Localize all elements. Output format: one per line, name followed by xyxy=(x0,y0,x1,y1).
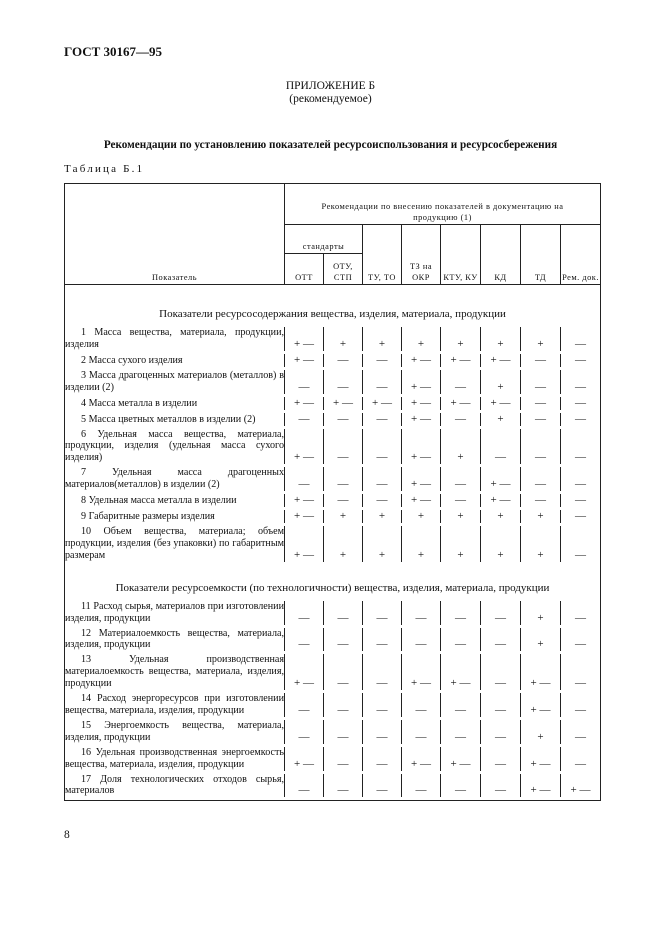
cell-value: — xyxy=(441,413,481,426)
table-row xyxy=(65,693,601,717)
cell-value: — xyxy=(481,774,521,798)
row-indicator-text: 16 Удельная производственная энергоемкость вещества, материала, изделия, продукции xyxy=(65,746,284,770)
cell-value: + — xyxy=(363,397,402,410)
cell-value: — xyxy=(363,494,402,507)
cell-value: — xyxy=(561,429,601,465)
header-standards: стандарты xyxy=(285,225,363,254)
page-heading: Рекомендации по установлению показателей ресурсоиспользования и ресурсосбережения xyxy=(103,139,558,151)
cell-value: — xyxy=(402,601,441,625)
cell-value: — xyxy=(363,747,402,771)
row-indicator xyxy=(65,467,285,491)
cell-value: — xyxy=(521,494,561,507)
cell-value: — xyxy=(561,413,601,426)
table-row xyxy=(65,510,601,523)
cell-value: + xyxy=(481,370,521,394)
cell-value: — xyxy=(521,467,561,491)
cell-value: — xyxy=(481,601,521,625)
cell-value: — xyxy=(363,654,402,690)
section-title: Показатели ресурсосодержания вещества, изделия, материала, продукции xyxy=(65,297,601,321)
table-row xyxy=(65,370,601,394)
cell-value: — xyxy=(363,628,402,652)
standard-code: ГОСТ 30167—95 xyxy=(64,44,163,59)
cell-value: — xyxy=(324,654,363,690)
table-row xyxy=(65,354,601,367)
cell-value: + — xyxy=(481,494,521,507)
table-row xyxy=(65,747,601,771)
cell-value: — xyxy=(363,370,402,394)
cell-value: — xyxy=(561,747,601,771)
cell-value: + — xyxy=(402,370,441,394)
cell-value: — xyxy=(521,370,561,394)
cell-value: — xyxy=(561,354,601,367)
cell-value: + — xyxy=(441,397,481,410)
cell-value: — xyxy=(324,747,363,771)
cell-value: + xyxy=(441,526,481,562)
cell-value: — xyxy=(561,397,601,410)
row-indicator-text: 9 Габаритные размеры изделия xyxy=(81,511,215,523)
cell-value: + — xyxy=(285,494,324,507)
cell-value: + — xyxy=(402,397,441,410)
row-indicator xyxy=(65,494,285,507)
cell-value: + — xyxy=(561,774,601,798)
cell-value: — xyxy=(324,693,363,717)
cell-value: — xyxy=(521,429,561,465)
header-indicator: Показатель xyxy=(65,184,285,285)
cell-value: + — xyxy=(285,747,324,771)
cell-value: + xyxy=(521,628,561,652)
cell-value: + xyxy=(402,510,441,523)
cell-value: + xyxy=(441,429,481,465)
cell-value: + — xyxy=(285,327,324,351)
cell-value: — xyxy=(324,774,363,798)
cell-value: — xyxy=(521,413,561,426)
row-indicator-text: 17 Доля технологических отходов сырья, материалов xyxy=(65,773,284,797)
cell-value: + — xyxy=(402,467,441,491)
cell-value: — xyxy=(441,628,481,652)
cell-value: — xyxy=(441,494,481,507)
table-row xyxy=(65,397,601,410)
cell-value: + — xyxy=(441,354,481,367)
header-col-8: Рем. док. xyxy=(561,225,601,285)
cell-value: — xyxy=(521,354,561,367)
cell-value: + — xyxy=(402,413,441,426)
cell-value: — xyxy=(363,354,402,367)
cell-value: — xyxy=(324,601,363,625)
row-indicator xyxy=(65,747,285,771)
cell-value: — xyxy=(363,720,402,744)
cell-value: + xyxy=(324,510,363,523)
page-number: 8 xyxy=(64,829,70,841)
cell-value: + xyxy=(324,526,363,562)
cell-value: — xyxy=(441,467,481,491)
cell-value: + xyxy=(521,327,561,351)
cell-value: + xyxy=(402,526,441,562)
cell-value: + — xyxy=(521,654,561,690)
cell-value: — xyxy=(561,494,601,507)
cell-value: — xyxy=(285,467,324,491)
cell-value: — xyxy=(402,628,441,652)
cell-value: + xyxy=(363,526,402,562)
cell-value: + — xyxy=(285,429,324,465)
cell-value: — xyxy=(324,429,363,465)
cell-value: + — xyxy=(481,354,521,367)
cell-value: — xyxy=(285,693,324,717)
cell-value: + xyxy=(521,720,561,744)
header-col-7: ТД xyxy=(521,225,561,285)
cell-value: + xyxy=(324,327,363,351)
row-indicator xyxy=(65,654,285,690)
table-row xyxy=(65,654,601,690)
row-indicator-text: 13 Удельная производственная материалоемкость вещества, материала, изделия, продукции xyxy=(65,654,284,690)
row-indicator-text: 3 Масса драгоценных материалов (металлов) в изделии (2) xyxy=(65,369,284,393)
table-row xyxy=(65,494,601,507)
cell-value: — xyxy=(285,370,324,394)
row-indicator-text: 15 Энергоемкость вещества, материала, изделия, продукции xyxy=(65,719,284,743)
table-row xyxy=(65,429,601,465)
cell-value: — xyxy=(402,720,441,744)
cell-value: — xyxy=(441,720,481,744)
cell-value: — xyxy=(561,654,601,690)
cell-value: + xyxy=(481,510,521,523)
row-indicator xyxy=(65,601,285,625)
cell-value: — xyxy=(285,413,324,426)
cell-value: + xyxy=(481,413,521,426)
cell-value: + xyxy=(441,327,481,351)
appendix-subtitle: (рекомендуемое) xyxy=(289,93,372,105)
cell-value: — xyxy=(324,720,363,744)
table-caption: Таблица Б.1 xyxy=(64,163,145,175)
row-indicator xyxy=(65,774,285,798)
row-indicator xyxy=(65,397,285,410)
cell-value: — xyxy=(481,429,521,465)
header-col-2: ОТУ, СТП xyxy=(324,254,363,285)
cell-value: + — xyxy=(521,693,561,717)
table-row xyxy=(65,526,601,562)
cell-value: — xyxy=(363,467,402,491)
table-row xyxy=(65,774,601,798)
table-row xyxy=(65,720,601,744)
header-col-5: КТУ, КУ xyxy=(441,225,481,285)
cell-value: — xyxy=(561,628,601,652)
cell-value: + — xyxy=(441,654,481,690)
table-body xyxy=(65,285,601,801)
section-title-row xyxy=(65,297,601,321)
header-col-4: ТЗ на ОКР xyxy=(402,225,441,285)
cell-value: — xyxy=(324,354,363,367)
cell-value: + xyxy=(481,526,521,562)
row-indicator-text: 11 Расход сырья, материалов при изготовлении изделия, продукции xyxy=(65,600,284,624)
row-indicator xyxy=(65,720,285,744)
cell-value: + — xyxy=(402,429,441,465)
cell-value: + xyxy=(363,510,402,523)
cell-value: — xyxy=(324,494,363,507)
cell-value: — xyxy=(481,654,521,690)
cell-value: + — xyxy=(285,397,324,410)
row-indicator xyxy=(65,429,285,465)
cell-value: + — xyxy=(441,747,481,771)
cell-value: — xyxy=(402,693,441,717)
cell-value: — xyxy=(324,628,363,652)
cell-value: — xyxy=(441,370,481,394)
cell-value: + — xyxy=(481,467,521,491)
cell-value: + — xyxy=(402,747,441,771)
row-indicator-text: 8 Удельная масса металла в изделии xyxy=(81,495,237,507)
row-indicator xyxy=(65,354,285,367)
row-indicator-text: 5 Масса цветных металлов в изделии (2) xyxy=(81,413,256,425)
row-indicator-text: 1 Масса вещества, материала, продукции, изделия xyxy=(65,327,284,350)
row-indicator xyxy=(65,693,285,717)
cell-value: + — xyxy=(402,354,441,367)
row-indicator-text: 4 Масса металла в изделии xyxy=(81,397,198,409)
row-indicator-text: 7 Удельная масса драгоценных материалов(металлов) в изделии (2) xyxy=(65,467,284,491)
cell-value: — xyxy=(324,370,363,394)
cell-value: — xyxy=(363,429,402,465)
cell-value: + xyxy=(521,526,561,562)
cell-value: — xyxy=(561,526,601,562)
row-spacer xyxy=(65,797,601,801)
row-indicator xyxy=(65,327,285,351)
row-indicator-text: 12 Материалоемкость вещества, материала, изделия, продукции xyxy=(65,627,284,651)
cell-value: — xyxy=(561,510,601,523)
table-row xyxy=(65,327,601,351)
cell-value: — xyxy=(521,397,561,410)
cell-value: + — xyxy=(521,774,561,798)
cell-value: — xyxy=(324,413,363,426)
cell-value: — xyxy=(561,693,601,717)
cell-value: — xyxy=(363,413,402,426)
cell-value: — xyxy=(481,628,521,652)
header-group: Рекомендации по внесению показателей в документацию на продукцию (1) xyxy=(285,184,601,225)
cell-value: + xyxy=(441,510,481,523)
row-indicator xyxy=(65,526,285,562)
appendix-title: ПРИЛОЖЕНИЕ Б xyxy=(285,80,376,92)
cell-value: — xyxy=(441,774,481,798)
cell-value: — xyxy=(441,693,481,717)
row-indicator-text: 10 Объем вещества, материала; объем продукции, изделия (без упаковки) по габаритным размерам xyxy=(65,526,284,561)
cell-value: — xyxy=(285,628,324,652)
cell-value: — xyxy=(481,720,521,744)
cell-value: + xyxy=(402,327,441,351)
section-title: Показатели ресурсоемкости (по технологичности) вещества, изделия, материала, продукции xyxy=(65,571,601,595)
cell-value: — xyxy=(363,774,402,798)
cell-value: + — xyxy=(402,654,441,690)
cell-value: + — xyxy=(402,494,441,507)
cell-value: — xyxy=(402,774,441,798)
cell-value: + xyxy=(521,601,561,625)
cell-value: + — xyxy=(285,526,324,562)
row-indicator-text: 2 Масса сухого изделия xyxy=(81,354,183,366)
row-indicator xyxy=(65,510,285,523)
cell-value: + — xyxy=(521,747,561,771)
cell-value: — xyxy=(285,720,324,744)
cell-value: + — xyxy=(285,354,324,367)
cell-value: + — xyxy=(285,510,324,523)
cell-value: — xyxy=(561,601,601,625)
cell-value: — xyxy=(363,601,402,625)
cell-value: — xyxy=(285,601,324,625)
cell-value: — xyxy=(481,747,521,771)
table-header xyxy=(65,184,601,285)
table-row xyxy=(65,628,601,652)
row-indicator-text: 6 Удельная масса вещества, материала, продукции, изделия (удельная масса сухого изделия) xyxy=(65,428,284,464)
cell-value: — xyxy=(481,693,521,717)
cell-value: — xyxy=(561,720,601,744)
header-col-3: ТУ, ТО xyxy=(363,225,402,285)
cell-value: — xyxy=(561,327,601,351)
cell-value: + xyxy=(521,510,561,523)
row-indicator xyxy=(65,413,285,426)
cell-value: + — xyxy=(324,397,363,410)
cell-value: + — xyxy=(285,654,324,690)
cell-value: — xyxy=(561,467,601,491)
cell-value: — xyxy=(363,693,402,717)
table-row xyxy=(65,413,601,426)
row-indicator xyxy=(65,628,285,652)
recommendations-table xyxy=(64,183,601,801)
cell-value: + xyxy=(481,327,521,351)
table-row xyxy=(65,601,601,625)
cell-value: + xyxy=(363,327,402,351)
table-row xyxy=(65,467,601,491)
row-indicator xyxy=(65,370,285,394)
row-indicator-text: 14 Расход энергоресурсов при изготовлении вещества, материала, изделия, продукции xyxy=(65,693,284,716)
cell-value: — xyxy=(324,467,363,491)
section-spacer xyxy=(65,285,601,298)
cell-value: + — xyxy=(481,397,521,410)
cell-value: — xyxy=(561,370,601,394)
section-title-row xyxy=(65,571,601,595)
header-col-1: ОТТ xyxy=(285,254,324,285)
cell-value: — xyxy=(285,774,324,798)
cell-value: — xyxy=(441,601,481,625)
header-col-6: КД xyxy=(481,225,521,285)
